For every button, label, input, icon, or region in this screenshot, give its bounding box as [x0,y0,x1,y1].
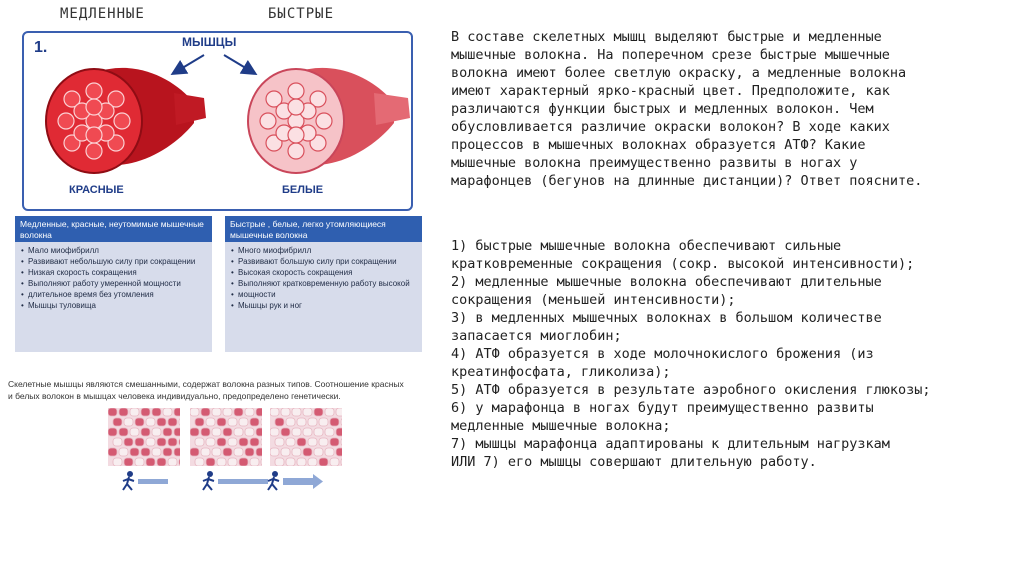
tissue-cell [270,448,279,456]
tissue-cell [228,458,237,466]
tissue-cell [157,438,166,446]
tissue-cell [217,438,226,446]
fast-title-line: Быстрые , белые, легко утомляющиеся [230,219,386,229]
answer-text [451,237,1011,471]
tissue-cell [239,438,248,446]
tissue-cell [341,458,342,466]
answer-line: сокращения (меньшей интенсивности); [451,292,736,308]
tissue-cell [141,408,150,416]
slow-title-line: Медленные, красные, неутомимые мышечные [20,219,204,229]
tissue-cell [319,458,328,466]
tissue-cell [223,408,232,416]
list-item: • Мышцы рук и ног [231,300,416,311]
tissue-cell [275,438,284,446]
tissue-cell [168,438,177,446]
genetic-note-line: Скелетные мышцы являются смешанными, содержат волокна разных типов. Соотношение красных [8,379,404,389]
list-item: • Низкая скорость сокращения [21,267,206,278]
tissue-cell [336,408,342,416]
tissue-cell [163,448,172,456]
question-line: В составе скелетных мышц выделяют быстрые и медленные [451,29,882,45]
answer-line: 1) быстрые мышечные волокна обеспечивают сильные [451,238,842,254]
tissue-cell [239,418,248,426]
question-line: различаются функции быстрых и медленных волокон. Чем [451,101,874,117]
runner-icon [120,470,180,492]
muscle-fiber-icon [288,99,304,115]
tissue-cell [292,408,301,416]
tissue-cell [319,438,328,446]
tissue-cells-illustration [270,408,342,466]
tissue-cell [314,428,323,436]
list-item: • Развивают большую силу при сокращении [231,256,416,267]
tissue-cell [119,408,128,416]
tissue-cell [275,418,284,426]
muscle-fiber-icon [288,127,304,143]
tissue-cell [119,428,128,436]
tissue-cell [152,428,161,436]
tissue-cell [292,428,301,436]
tissue-cell [135,418,144,426]
tissue-cell [336,448,342,456]
tissue-cell [168,458,177,466]
tissue-cell [234,408,243,416]
tissue-cell [108,428,117,436]
tissue-cell [303,428,312,436]
fast-fibers-list [225,242,422,311]
tissue-cell [234,448,243,456]
tissue-cell [325,408,334,416]
question-line: имеют характерный ярко-красный цвет. Предположите, как [451,83,890,99]
answer-line: запасается миоглобин; [451,328,622,344]
tissue-cell [245,408,254,416]
tissue-cell [281,448,290,456]
tissue-cell [113,438,122,446]
tissue-cell [270,428,279,436]
tissue-cell [179,438,180,446]
tissue-cell [270,408,279,416]
tissue-cell [330,418,339,426]
tissue-cell [174,408,180,416]
list-item: • Мышцы туловища [21,300,206,311]
tissue-cell [330,438,339,446]
answer-line: креатинфосфата, гликолиза); [451,364,671,380]
tissue-cell [297,418,306,426]
answer-line: медленные мышечные волокна; [451,418,671,434]
tissue-cell [286,418,295,426]
answer-line: 7) мышцы марафонца адаптированы к длительным нагрузкам [451,436,890,452]
tissue-cell [201,408,210,416]
tissue-cell [108,448,117,456]
tissue-cell [261,458,262,466]
tissue-cell [228,438,237,446]
list-item: • мощности [231,289,416,300]
question-line: волокна имеют более светлую окраску, а медленные волокна [451,65,907,81]
tissue-cell [281,408,290,416]
answer-line: 6) у марафонца в ногах будут преимущественно развиты [451,400,874,416]
tissue-cell [146,438,155,446]
tissue-cell [163,408,172,416]
tissue-cell [108,408,117,416]
tissue-cell [146,458,155,466]
tissue-cell [223,428,232,436]
tissue-cell [179,418,180,426]
runner-arrow-icon [265,470,325,492]
tissue-cell [325,448,334,456]
muscle-fiber-icon [86,127,102,143]
muscle-fiber-icon [316,113,332,129]
tissue-cell [124,458,133,466]
tissue-cell [217,458,226,466]
tissue-cell [297,458,306,466]
tissue-cell [261,418,262,426]
tissue-cell [130,408,139,416]
tissue-cell [174,428,180,436]
tissue-cell [212,448,221,456]
tissue-cells-illustration [190,408,262,466]
tissue-cell [157,418,166,426]
tissue-cell [250,458,259,466]
arrow-to-red-icon [174,55,204,73]
tissue-sample-image [270,408,342,466]
muscle-fiber-diagram [22,31,413,211]
tissue-cell [146,418,155,426]
list-item: • Мало миофибрилл [21,245,206,256]
muscle-fiber-icon [114,113,130,129]
answer-line: 4) АТФ образуется в ходе молочнокислого брожения (из [451,346,874,362]
tissue-cell [303,408,312,416]
answer-line: ИЛИ 7) его мышцы совершают длительную работу. [451,454,817,470]
tissue-cell [245,428,254,436]
answer-line: 5) АТФ образуется в результате аэробного окисления глюкозы; [451,382,931,398]
tissue-cell [195,458,204,466]
tissue-cell [239,458,248,466]
tissue-cell [163,428,172,436]
tissue-cell [130,428,139,436]
slow-header: МЕДЛЕННЫЕ [60,6,145,22]
question-text [451,28,1011,190]
answer-line: 3) в медленных мышечных волокнах в большом количестве [451,310,882,326]
question-line: мышечные волокна преимущественно развиты в ногах у [451,155,858,171]
tissue-cell [325,428,334,436]
tissue-sample-image [108,408,180,466]
list-item: • Развивают небольшую силу при сокращении [21,256,206,267]
tissue-cell [330,458,339,466]
tissue-cell [256,428,262,436]
tissue-cell [281,428,290,436]
tissue-cell [113,418,122,426]
list-item: • Высокая скорость сокращения [231,267,416,278]
tissue-cell [124,418,133,426]
tissue-cell [319,418,328,426]
question-line: процессов в мышечных волокнах образуется АТФ? Какие [451,137,866,153]
muscle-bundles-illustration [24,33,411,209]
tissue-cell [256,408,262,416]
list-item: • длительное время без утомления [21,289,206,300]
tissue-cell [275,458,284,466]
muscle-fiber-icon [86,99,102,115]
fast-header: БЫСТРЫЕ [268,6,335,22]
tissue-cell [292,448,301,456]
genetic-note-line: и белых волокон в мышцах человека индивидуально, предопределено генетически. [8,391,341,401]
slow-fibers-list [15,242,212,311]
tissue-cell [206,458,215,466]
tissue-cell [223,448,232,456]
tissue-cells-illustration [108,408,180,466]
tissue-cell [195,438,204,446]
list-item: • Много миофибрилл [231,245,416,256]
question-line: обусловливается различие окраски волокон? В ходе каких [451,119,890,135]
tissue-cell [152,408,161,416]
tissue-cell [152,448,161,456]
tissue-cell [206,438,215,446]
tissue-cell [308,418,317,426]
question-line: марафонцев (бегунов на длинные дистанции)? Ответ поясните. [451,173,923,189]
tissue-cell [174,448,180,456]
tissue-cell [308,438,317,446]
list-item: • Выполняют кратковременную работу высокой [231,278,416,289]
tissue-cell [217,418,226,426]
fast-fibers-box [225,216,422,352]
question-line: мышечные волокна. На поперечном срезе быстрые мышечные [451,47,890,63]
white-fibers-label: БЕЛЫЕ [282,184,324,196]
tissue-cell [190,408,199,416]
muscle-fiber-icon [288,83,304,99]
red-fibers-label: КРАСНЫЕ [69,184,124,196]
muscle-fiber-icon [86,83,102,99]
tissue-cell [135,438,144,446]
muscle-fiber-icon [86,143,102,159]
tissue-cell [157,458,166,466]
tissue-cell [190,448,199,456]
slow-title-line: волокна [20,230,52,240]
fast-title-line: мышечные волокна [230,230,308,240]
tissue-cell [245,448,254,456]
arrow-to-white-icon [224,55,254,73]
tissue-cell [130,448,139,456]
answer-line: кратковременные сокращения (сокр. высокой интенсивности); [451,256,915,272]
answer-line: 2) медленные мышечные волокна обеспечивают длительные [451,274,882,290]
tissue-cell [195,418,204,426]
tissue-cell [201,448,210,456]
tissue-cell [234,428,243,436]
tissue-cell [124,438,133,446]
tissue-cell [256,448,262,456]
tissue-cell [250,418,259,426]
list-item: • Выполняют работу умеренной мощности [21,278,206,289]
muscle-fiber-icon [260,113,276,129]
tissue-cell [212,428,221,436]
diagram-number: 1. [34,39,48,56]
slow-fibers-title [15,216,212,242]
tissue-cell [168,418,177,426]
tissue-cell [341,418,342,426]
tissue-sample-image [190,408,262,466]
tissue-cell [113,458,122,466]
muscle-fiber-icon [288,143,304,159]
tissue-cell [135,458,144,466]
muscles-label: МЫШЦЫ [182,35,237,49]
tissue-cell [141,428,150,436]
tissue-cell [119,448,128,456]
tissue-cell [179,458,180,466]
tissue-cell [261,438,262,446]
tissue-cell [308,458,317,466]
tissue-cell [250,438,259,446]
tissue-cell [212,408,221,416]
muscle-fiber-icon [58,113,74,129]
fast-fibers-title [225,216,422,242]
tissue-cell [286,438,295,446]
tissue-cell [336,428,342,436]
tissue-cell [206,418,215,426]
tissue-cell [341,438,342,446]
tissue-cell [314,408,323,416]
slow-fibers-box [15,216,212,352]
tissue-cell [303,448,312,456]
tissue-cell [228,418,237,426]
tissue-cell [141,448,150,456]
tissue-cell [286,458,295,466]
tissue-cell [190,428,199,436]
tissue-cell [314,448,323,456]
tissue-cell [297,438,306,446]
tissue-cell [201,428,210,436]
genetic-note [8,378,418,402]
